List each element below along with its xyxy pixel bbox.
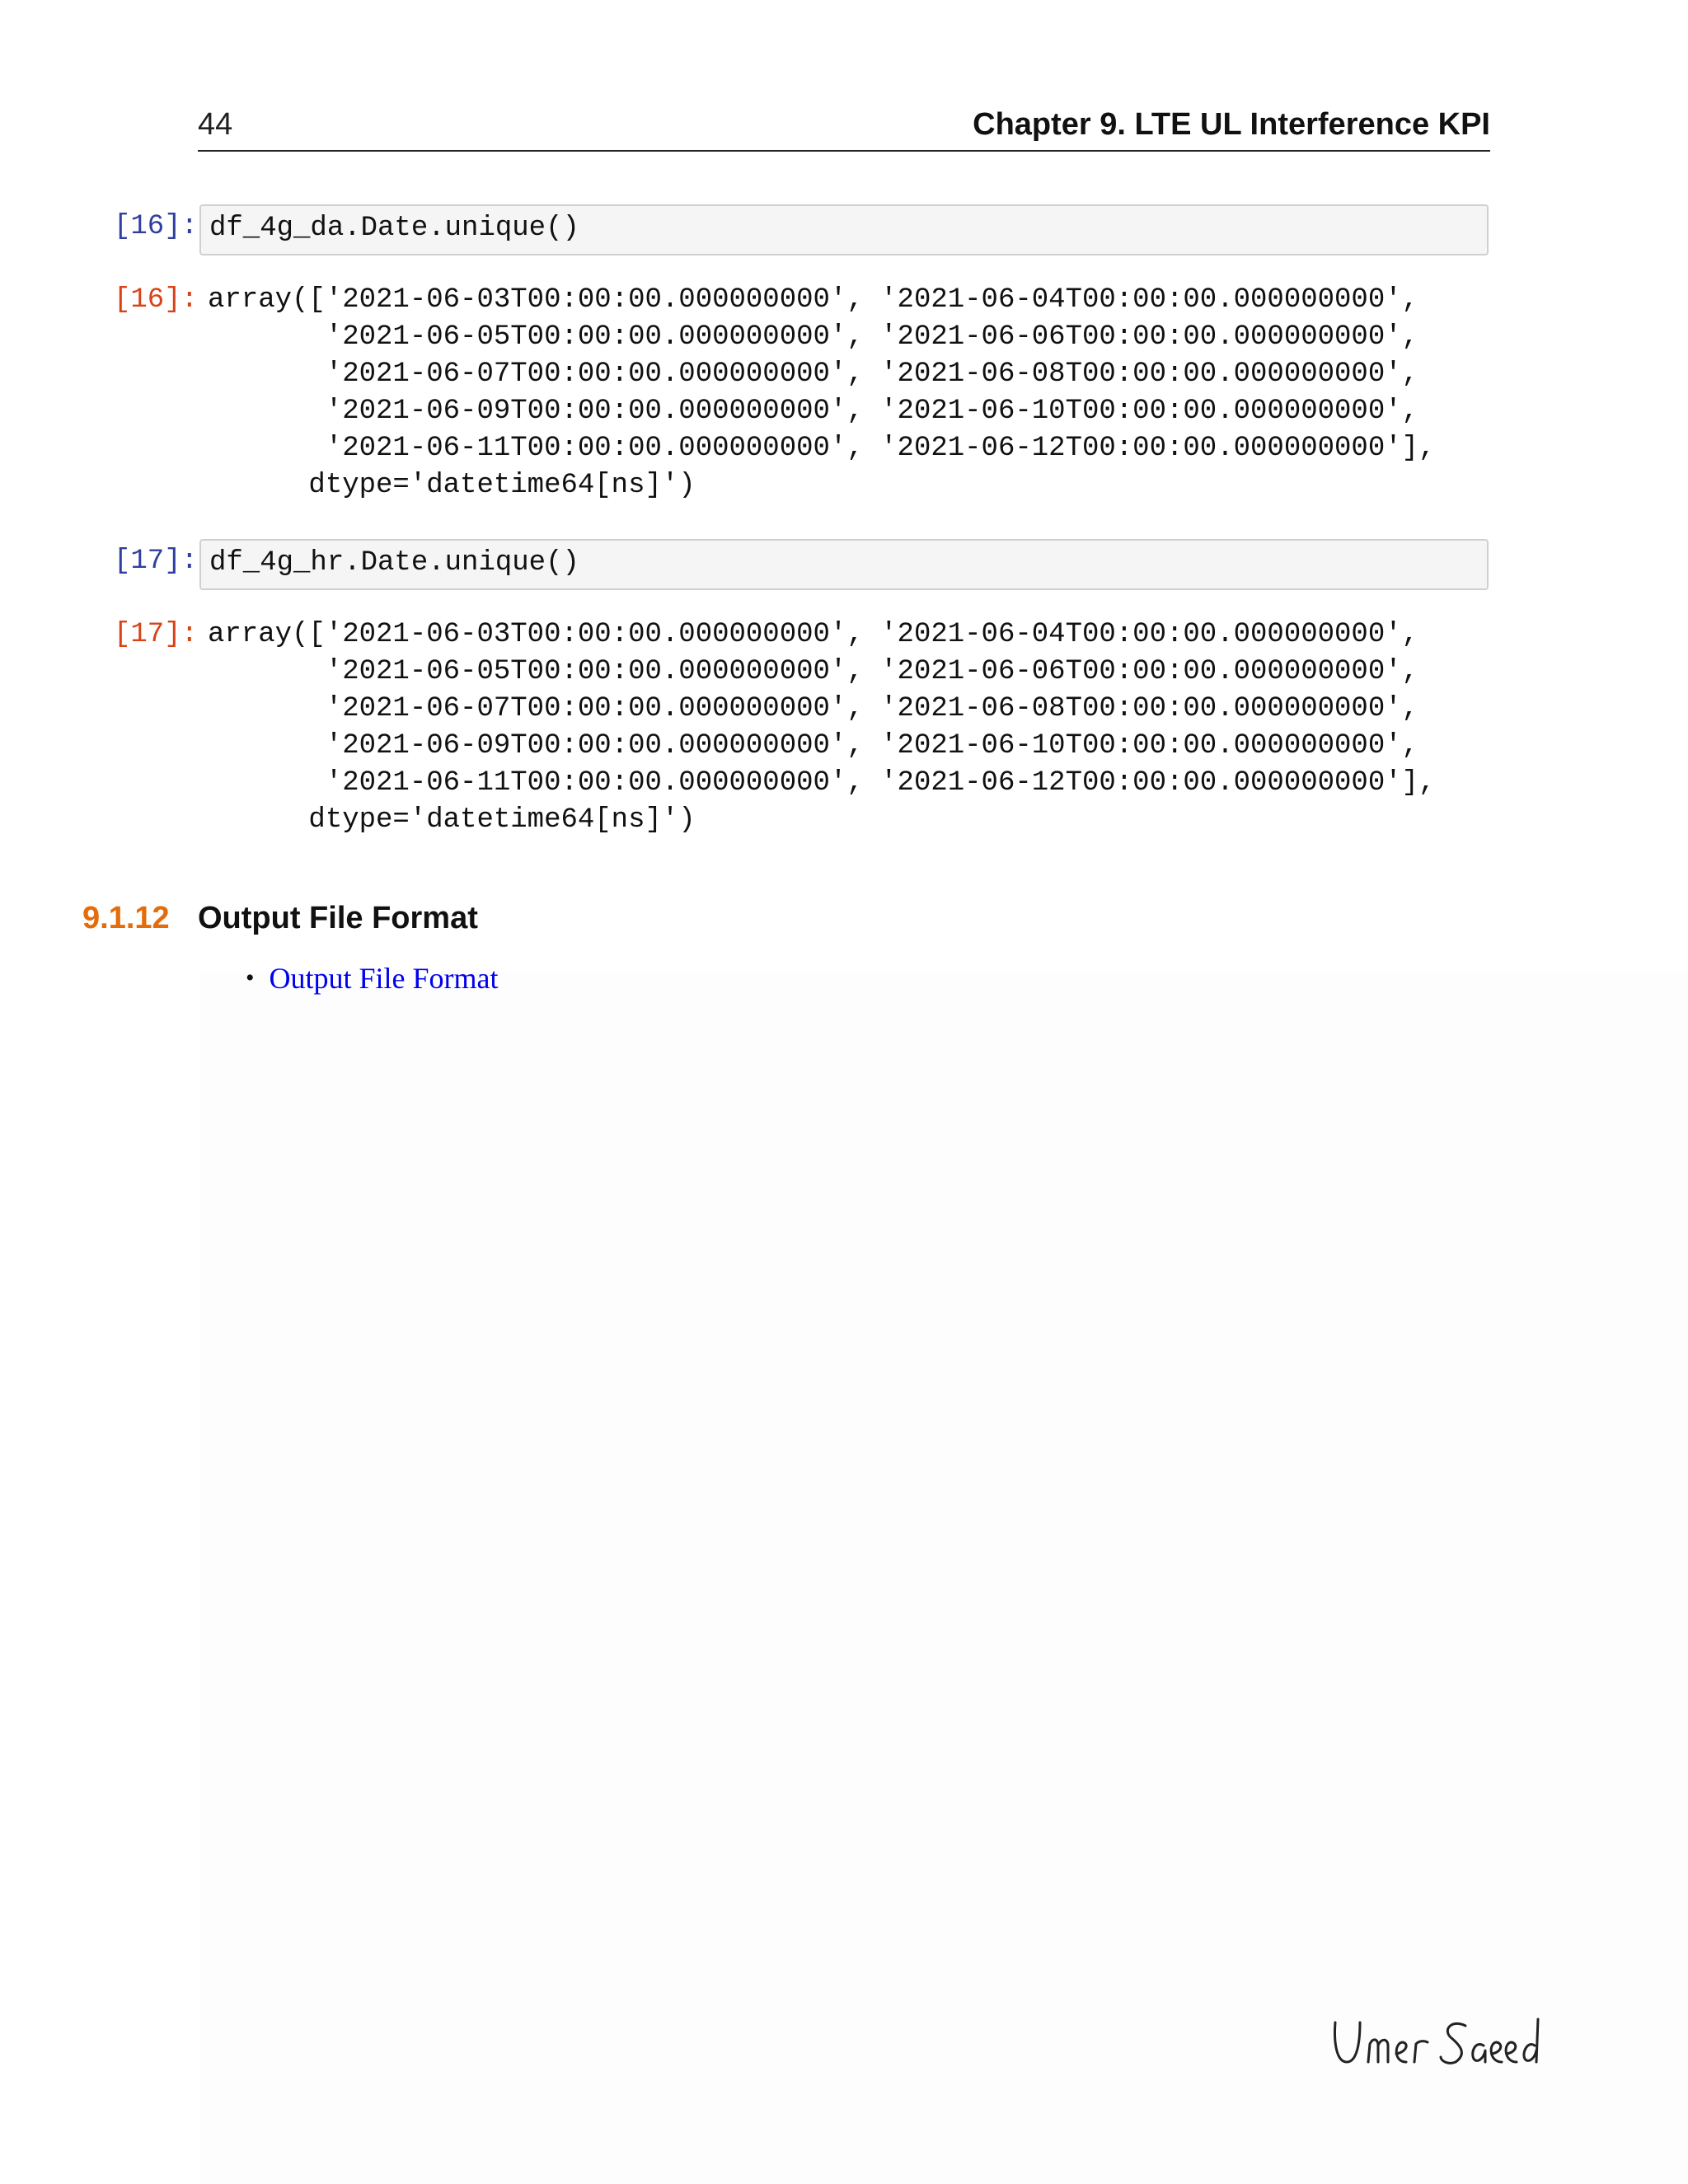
code-input-16: df_4g_da.Date.unique() <box>209 213 579 244</box>
output-block-16 <box>208 282 1435 504</box>
signature-image <box>1327 2011 1541 2077</box>
code-cell-16[interactable] <box>199 204 1489 255</box>
output-line: '2021-06-07T00:00:00.000000000', '2021-06-08T00:00:00.000000000', <box>208 693 1419 724</box>
output-prompt-16: [16]: <box>114 284 199 316</box>
output-line: '2021-06-09T00:00:00.000000000', '2021-06-10T00:00:00.000000000', <box>208 396 1419 427</box>
code-input-17: df_4g_hr.Date.unique() <box>209 547 579 579</box>
output-line: '2021-06-05T00:00:00.000000000', '2021-06-06T00:00:00.000000000', <box>208 321 1419 353</box>
output-line: array(['2021-06-03T00:00:00.000000000', '2021-06-04T00:00:00.000000000', <box>208 619 1419 650</box>
input-prompt-17: [17]: <box>114 546 199 577</box>
output-line: '2021-06-11T00:00:00.000000000', '2021-06-12T00:00:00.000000000'], <box>208 433 1436 464</box>
list-item <box>246 961 499 996</box>
link-list <box>246 961 499 996</box>
output-line: dtype='datetime64[ns]') <box>208 470 696 501</box>
section-number: 9.1.12 <box>82 901 170 935</box>
chapter-title: Chapter 9. LTE UL Interference KPI <box>973 107 1490 142</box>
output-line: '2021-06-07T00:00:00.000000000', '2021-06-08T00:00:00.000000000', <box>208 359 1419 390</box>
output-line: array(['2021-06-03T00:00:00.000000000', '2021-06-04T00:00:00.000000000', <box>208 284 1419 316</box>
input-prompt-16: [16]: <box>114 211 199 242</box>
output-line: '2021-06-09T00:00:00.000000000', '2021-06-10T00:00:00.000000000', <box>208 730 1419 762</box>
page-background <box>199 972 1688 2184</box>
page-number: 44 <box>198 107 233 142</box>
code-cell-17[interactable] <box>199 539 1489 590</box>
section-title: Output File Format <box>198 901 478 935</box>
output-block-17 <box>208 616 1435 839</box>
output-line: '2021-06-05T00:00:00.000000000', '2021-06-06T00:00:00.000000000', <box>208 656 1419 687</box>
output-line: '2021-06-11T00:00:00.000000000', '2021-06-12T00:00:00.000000000'], <box>208 767 1436 799</box>
output-prompt-17: [17]: <box>114 619 199 650</box>
output-line: dtype='datetime64[ns]') <box>208 804 696 836</box>
output-file-format-link[interactable]: Output File Format <box>269 962 499 995</box>
bullet-icon: • <box>246 964 255 991</box>
page-header <box>198 107 1490 152</box>
